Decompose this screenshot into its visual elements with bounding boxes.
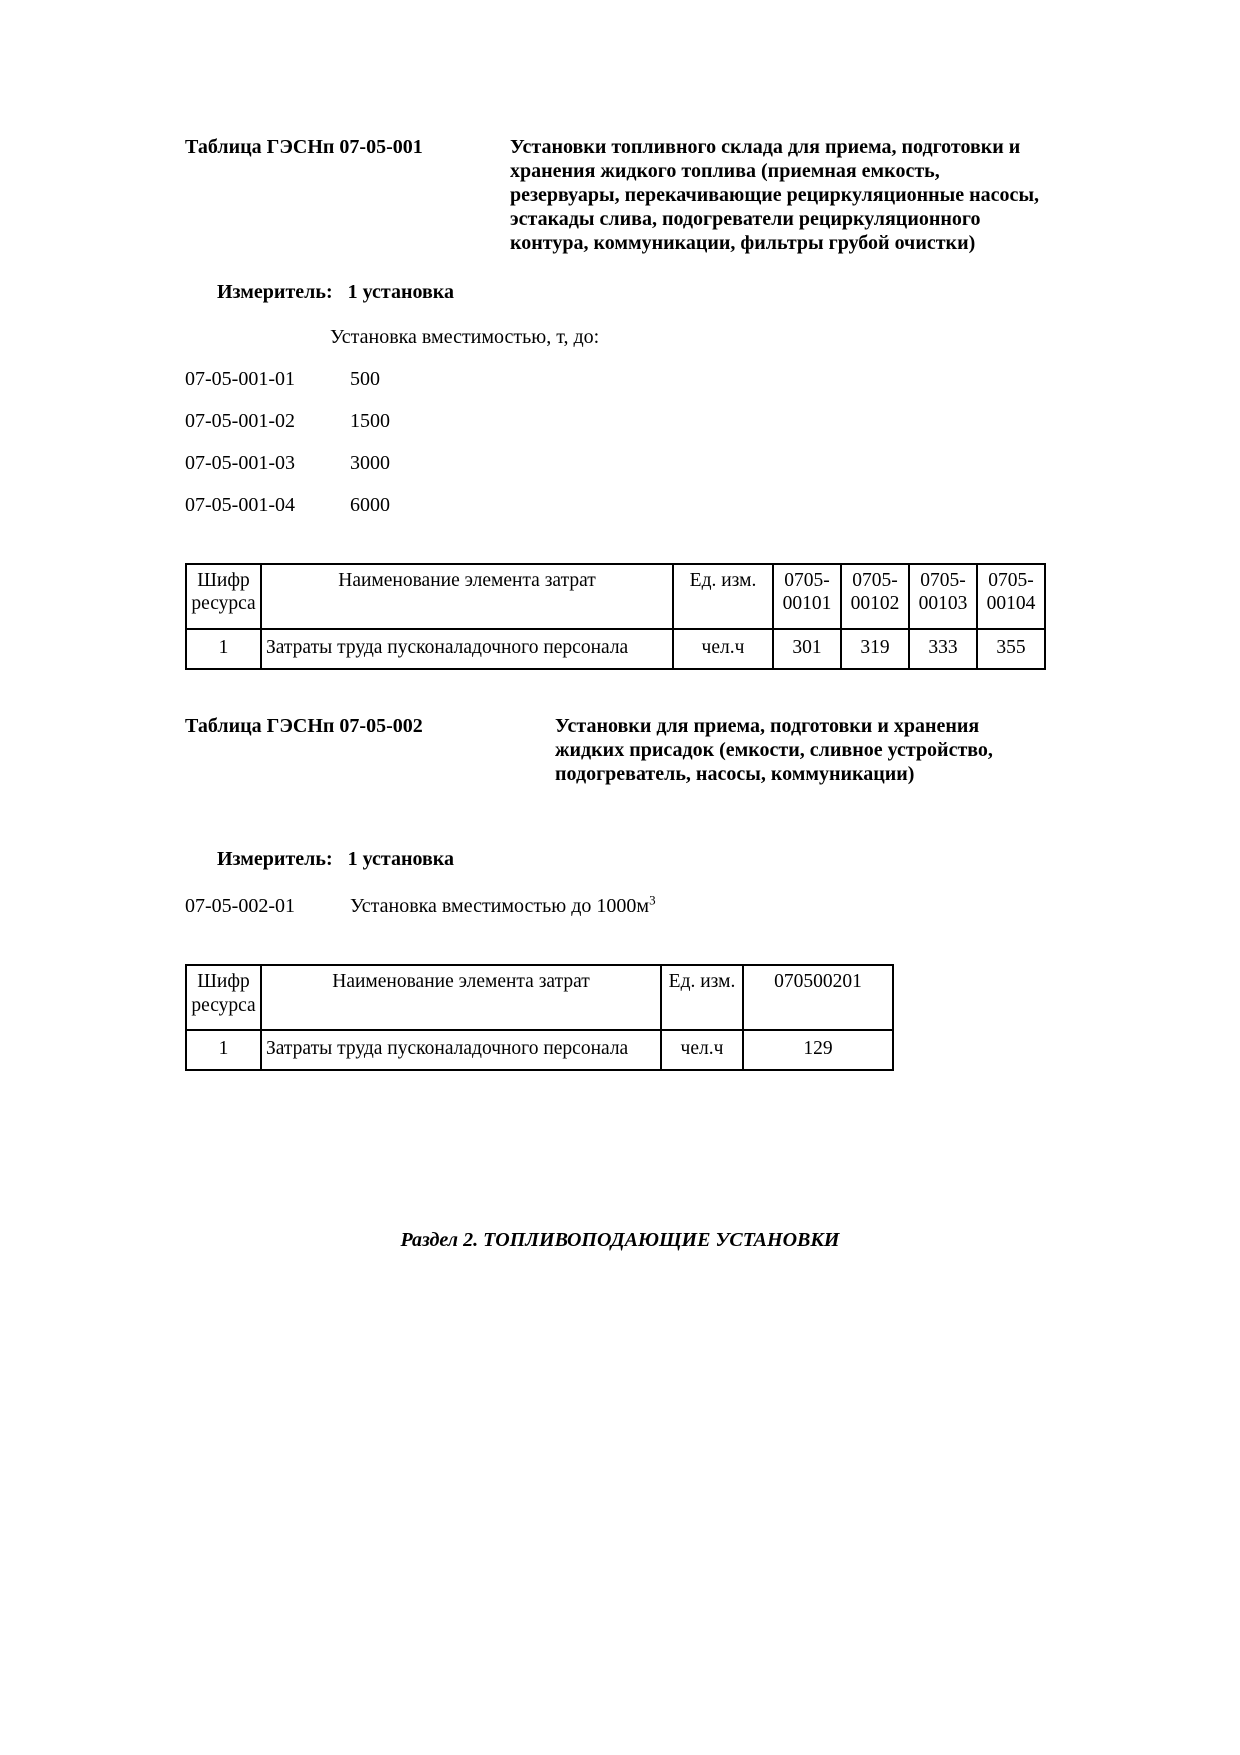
table2-title: Установки для приема, подготовки и хранения жидких присадок (емкости, сливное устройство, подогреватель, насосы, коммуникации) <box>555 714 993 785</box>
cell-value-3: 333 <box>909 629 977 669</box>
table1-header-row <box>186 564 1045 629</box>
norm-item <box>185 409 1240 433</box>
norm-value <box>350 892 656 918</box>
norm-code: 07-05-002-01 <box>185 895 295 918</box>
col-unit: Ед. изм. <box>673 564 773 629</box>
cell-unit: чел.ч <box>661 1030 743 1070</box>
cell-cost-element-name: Затраты труда пусконаладочного персонала <box>261 1030 661 1070</box>
col-unit: Ед. изм. <box>661 965 743 1030</box>
col-norm-code-1: 0705-00101 <box>773 564 841 629</box>
norm-code: 07-05-001-01 <box>185 368 295 390</box>
col-resource-code: Шифр ресурса <box>186 965 261 1030</box>
cell-unit: чел.ч <box>673 629 773 669</box>
norm-value-superscript: 3 <box>649 892 656 908</box>
norm-item <box>185 493 1240 517</box>
cell-resource-num: 1 <box>186 1030 261 1070</box>
col-norm-code-4: 0705-00104 <box>977 564 1045 629</box>
norm-item <box>185 893 1240 919</box>
cell-value-2: 319 <box>841 629 909 669</box>
norm-item <box>185 367 1240 391</box>
norm-value-text: Установка вместимостью до 1000м <box>350 895 650 918</box>
table2-resources <box>185 964 894 1071</box>
norm-value: 6000 <box>350 494 390 516</box>
col-resource-code: Шифр ресурса <box>186 564 261 629</box>
table2-header-row <box>186 965 893 1030</box>
norm-item <box>185 451 1240 475</box>
table-row <box>186 629 1045 669</box>
meter-label: Измеритель: <box>217 847 333 870</box>
norm-code: 07-05-001-02 <box>185 410 295 432</box>
col-cost-element-name: Наименование элемента затрат <box>261 564 673 629</box>
table2-heading <box>185 714 1240 786</box>
meter-value: 1 установка <box>347 281 455 303</box>
col-norm-code-2: 0705-00102 <box>841 564 909 629</box>
table2-label: Таблица ГЭСНп 07-05-002 <box>185 714 423 737</box>
table1-title: Установки топливного склада для приема, подготовки и хранения жидкого топлива (приемная емкость, резервуары, перекачивающие рециркуляционные насосы, эстакады слива, подогреватели рециркуляционного контура, коммуникации, фильтры грубой очистки) <box>510 136 1040 254</box>
col-norm-code-3: 0705-00103 <box>909 564 977 629</box>
norm-value: 500 <box>350 368 380 390</box>
cell-value-1: 301 <box>773 629 841 669</box>
norm-value: 1500 <box>350 410 390 432</box>
cell-resource-num: 1 <box>186 629 261 669</box>
table1-label: Таблица ГЭСНп 07-05-001 <box>185 136 423 158</box>
col-cost-element-name: Наименование элемента затрат <box>261 965 661 1030</box>
meter-value: 1 установка <box>347 847 455 870</box>
norm-code: 07-05-001-04 <box>185 494 295 516</box>
table-row <box>186 1030 893 1070</box>
cell-value-4: 355 <box>977 629 1045 669</box>
table1-group-title: Установка вместимостью, т, до: <box>330 326 600 348</box>
norm-code: 07-05-001-03 <box>185 452 295 474</box>
cell-value: 129 <box>743 1030 893 1070</box>
col-norm-code: 070500201 <box>743 965 893 1030</box>
table1-heading <box>185 135 1240 255</box>
section2-title: Раздел 2. ТОПЛИВОПОДАЮЩИЕ УСТАНОВКИ <box>400 1229 840 1252</box>
table1-resources <box>185 563 1046 670</box>
meter-label: Измеритель: <box>217 281 333 303</box>
cell-cost-element-name: Затраты труда пусконаладочного персонала <box>261 629 673 669</box>
norm-value: 3000 <box>350 452 390 474</box>
table2-meter <box>217 848 1240 871</box>
table1-meter <box>217 281 1240 304</box>
